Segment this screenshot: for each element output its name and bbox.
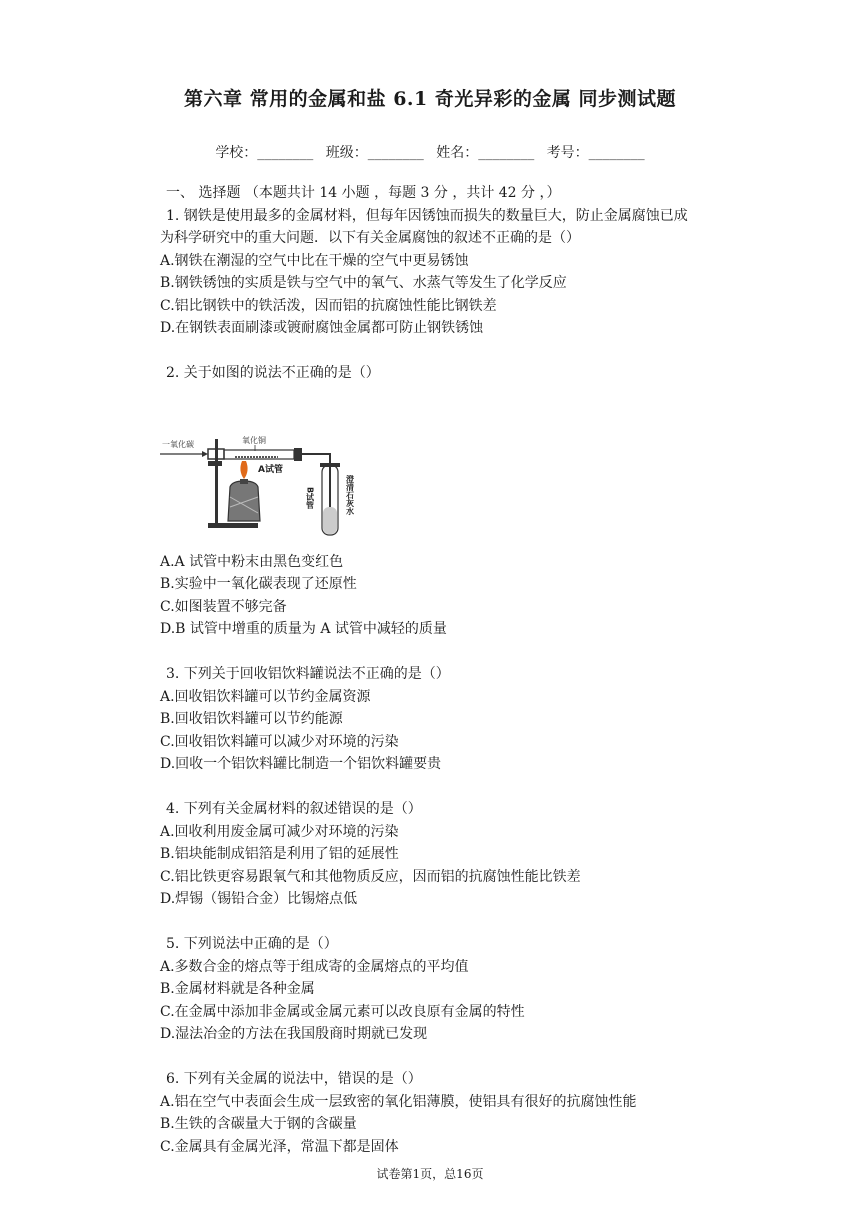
- option-a: A.钢铁在潮湿的空气中比在干燥的空气中更易锈蚀: [160, 252, 469, 269]
- page-footer: 试卷第1页，总16页: [376, 1167, 484, 1181]
- school-field: 学校：________: [215, 145, 314, 161]
- question-stem: 5. 下列说法中正确的是（）: [166, 936, 338, 952]
- limewater-liquid: [323, 507, 337, 534]
- option-a: A.铝在空气中表面会生成一层致密的氧化铝薄膜，使铝具有很好的抗腐蚀性能: [160, 1093, 637, 1110]
- class-field: 班级：________: [325, 145, 424, 161]
- option-d: D.在钢铁表面刷漆或镀耐腐蚀金属都可防止钢铁锈蚀: [160, 320, 484, 336]
- option-b: B.回收铝饮料罐可以节约能源: [160, 711, 343, 727]
- option-d: D.回收一个铝饮料罐比制造一个铝饮料罐要贵: [160, 756, 442, 772]
- page-title: 第六章 常用的金属和盐 6.1 奇光异彩的金属 同步测试题: [183, 88, 676, 110]
- option-c: C.在金属中添加非金属或金属元素可以改良原有金属的特性: [160, 1003, 525, 1020]
- question-list: [160, 182, 720, 1158]
- option-c: C.回收铝饮料罐可以减少对环境的污染: [160, 733, 399, 750]
- section-heading: 一、 选择题 （本题共计 14 小题 ，每题 3 分 ，共计 42 分 ，）: [166, 185, 561, 201]
- option-b: B.生铁的含碳量大于钢的含碳量: [160, 1116, 357, 1132]
- option-a: A.多数合金的熔点等于组成寄的金属熔点的平均值: [160, 958, 469, 975]
- student-info-line: [0, 142, 860, 162]
- question-stem: 6. 下列有关金属的说法中，错误的是（）: [166, 1071, 422, 1087]
- question-5: [160, 933, 720, 1046]
- option-b: B.铝块能制成铝箔是利用了铝的延展性: [160, 846, 399, 862]
- option-a: A.A 试管中粉末由黑色变红色: [160, 553, 344, 570]
- option-d: D.B 试管中增重的质量为 A 试管中减轻的质量: [160, 621, 447, 637]
- exam-number-field: 考号：________: [546, 145, 645, 161]
- stand-rod: [215, 439, 218, 525]
- option-b: B.钢铁锈蚀的实质是铁与空气中的氧气、水蒸气等发生了化学反应: [160, 275, 567, 291]
- clamp-holder: [208, 461, 222, 466]
- question-stem: 4. 下列有关金属材料的叙述错误的是（）: [166, 801, 422, 817]
- option-a: A.回收铝饮料罐可以节约金属资源: [160, 688, 371, 705]
- question-stem: 为科学研究中的重大问题．以下有关金属腐蚀的叙述不正确的是（）: [160, 230, 580, 246]
- arrow-head: [202, 451, 208, 457]
- limewater-label: 澄清石灰水: [345, 474, 355, 515]
- question-4: [160, 798, 720, 911]
- option-c: C.金属具有金属光泽，常温下都是固体: [160, 1138, 399, 1155]
- option-b: B.实验中一氧化碳表现了还原性: [160, 576, 357, 592]
- co-label: 一氧化碳: [162, 439, 194, 449]
- question-stem: 2. 关于如图的说法不正确的是（）: [166, 365, 380, 381]
- question-3: [160, 663, 720, 776]
- question-1: [160, 205, 720, 340]
- question-6: [160, 1068, 720, 1158]
- option-b: B.金属材料就是各种金属: [160, 981, 315, 997]
- cuo-label: 氧化铜: [242, 435, 266, 445]
- flame: [240, 461, 247, 479]
- option-c: C.如图装置不够完备: [160, 598, 287, 615]
- co-reduction-apparatus-figure: [160, 417, 380, 547]
- alcohol-lamp: [228, 481, 260, 521]
- name-field: 姓名：________: [436, 145, 535, 161]
- stopper: [294, 448, 302, 461]
- tube-a-label: A试管: [258, 464, 283, 475]
- tube-b-label: B试管: [305, 486, 315, 509]
- question-stem: 1. 钢铁是使用最多的金属材料，但每年因锈蚀而损失的数量巨大，防止金属腐蚀已成: [166, 207, 688, 224]
- option-d: D.焊锡（锡铅合金）比锡熔点低: [160, 891, 358, 907]
- option-c: C.铝比钢铁中的铁活泼，因而铝的抗腐蚀性能比钢铁差: [160, 297, 497, 314]
- question-stem: 3. 下列关于回收铝饮料罐说法不正确的是（）: [166, 666, 450, 682]
- option-d: D.湿法冶金的方法在我国殷商时期就已发现: [160, 1026, 428, 1042]
- question-2: [160, 362, 720, 641]
- option-a: A.回收利用废金属可减少对环境的污染: [160, 823, 399, 840]
- option-c: C.铝比铁更容易跟氧气和其他物质反应，因而铝的抗腐蚀性能比铁差: [160, 868, 581, 885]
